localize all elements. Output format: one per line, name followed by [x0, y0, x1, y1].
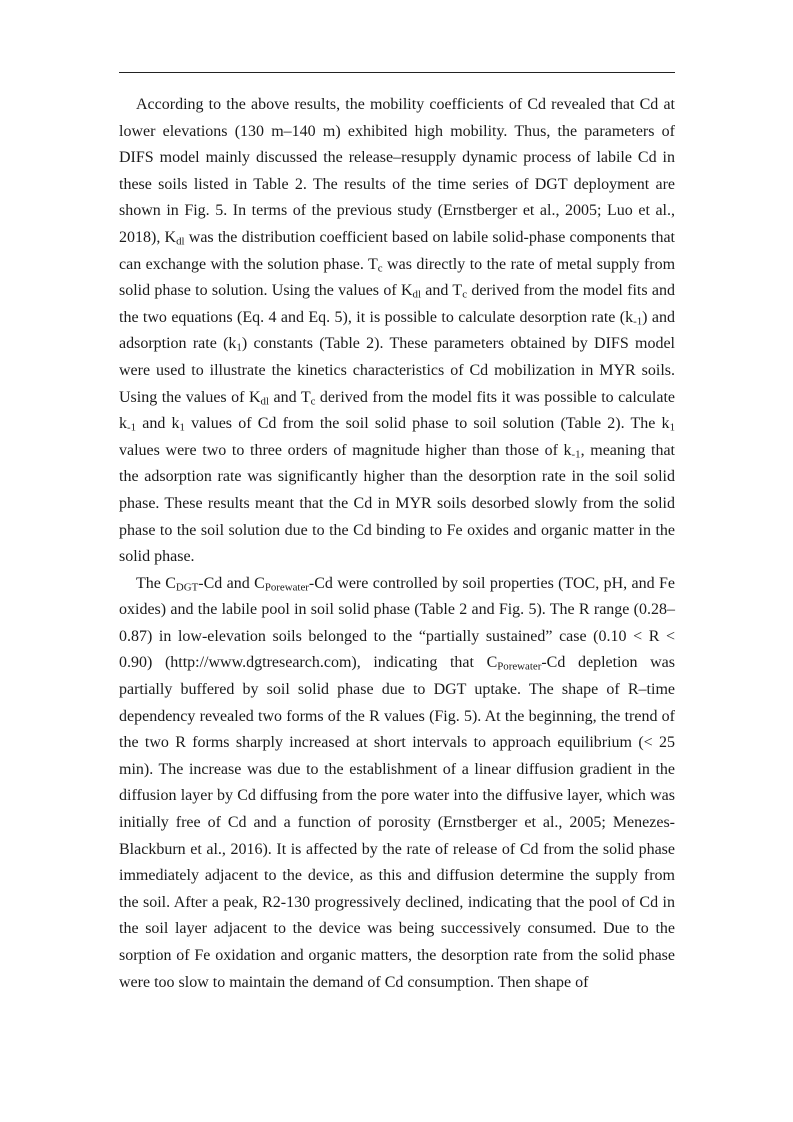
text-run: and T: [269, 388, 311, 406]
paragraph: [119, 92, 675, 571]
subscript: dl: [412, 288, 421, 301]
subscript: c: [310, 395, 316, 408]
text-run: ) constants (Table 2). These parameters obtained by DIFS model were used to illustrate the kinetics characteristics of Cd mobilization in MYR soils. Using the values of K: [119, 335, 675, 406]
subscript: -1: [633, 315, 643, 328]
text-run: derived from the model fits and the two equations (Eq. 4 and Eq. 5), it is possible to calculate desorption rate (k: [119, 282, 675, 326]
text-run: values of Cd from the soil solid phase to soil solution (Table 2). The k: [184, 415, 670, 433]
text-run: -Cd and C: [198, 574, 265, 592]
subscript: 1: [236, 342, 242, 355]
body-text: [119, 92, 675, 996]
text-run: The C: [136, 574, 176, 592]
text-run: values were two to three orders of magnitude higher than those of k: [119, 441, 572, 459]
paragraph: [119, 571, 675, 997]
text-run: was the distribution coefficient based on labile solid-phase components that can exchange with the solution phase. T: [119, 228, 675, 273]
text-run: was directly to the rate of metal supply from solid phase to solution. Using the values of K: [119, 255, 676, 300]
subscript: c: [462, 288, 468, 301]
text-run: derived from the model fits it was possible to calculate k: [119, 388, 675, 433]
subscript: DGT: [175, 581, 199, 594]
subscript: -1: [127, 421, 137, 434]
text-run: and k: [136, 415, 180, 433]
text-run: ) and adsorption rate (k: [119, 308, 675, 353]
subscript: 1: [179, 421, 185, 434]
text-run: , meaning that the adsorption rate was significantly higher than the desorption rate in the soil solid phase. These results meant that the Cd in MYR soils desorbed slowly from the solid phase to the soil solution due to the Cd binding to Fe oxides and organic matter in the solid phase.: [119, 441, 675, 566]
subscript: -1: [571, 448, 581, 461]
text-run: -Cd depletion was partially buffered by soil solid phase due to DGT uptake. The shape of R–time dependency revealed two forms of the R values (Fig. 5). At the beginning, the trend of the two R forms sharply increased at short intervals to approach equilibrium (< 25 min). The increase was due to the establishment of a linear diffusion gradient in the diffusion layer by Cd diffusing from the pore water into the diffusive layer, which was initially free of Cd and a function of porosity (Ernstberger et al., 2005; Menezes-Blackburn et al., 2016). It is affected by the rate of release of Cd from the solid phase immediately adjacent to the device, as this and diffusion determine the supply from the soil. After a peak, R2-130 progressively declined, indicating that the pool of Cd in the soil layer adjacent to the device was being successively consumed. Due to the sorption of Fe oxidation and organic matters, the desorption rate from the solid phase were too slow to maintain the demand of Cd consumption. Then shape of: [119, 654, 676, 991]
text-run: and T: [420, 282, 463, 300]
subscript: dl: [260, 395, 269, 408]
subscript: c: [377, 262, 383, 275]
subscript: Porewater: [497, 661, 542, 674]
subscript: Porewater: [264, 581, 309, 594]
header-rule: [119, 72, 675, 73]
subscript: dl: [176, 235, 185, 248]
text-run: -Cd were controlled by soil properties (TOC, pH, and Fe oxides) and the labile pool in soil solid phase (Table 2 and Fig. 5). The R range (0.28–0.87) in low-elevation soils belonged to the “partially sustained” case (0.10 < R < 0.90) (http://www.dgtresearch.com), indicating that C: [119, 574, 675, 672]
text-run: According to the above results, the mobility coefficients of Cd revealed that Cd at lower elevations (130 m–140 m) exhibited high mobility. Thus, the parameters of DIFS model mainly discussed the release–resupply dynamic process of labile Cd in these soils listed in Table 2. The results of the time series of DGT deployment are shown in Fig. 5. In terms of the previous study (Ernstberger et al., 2005; Luo et al., 2018), K: [119, 96, 675, 246]
subscript: 1: [669, 421, 675, 434]
